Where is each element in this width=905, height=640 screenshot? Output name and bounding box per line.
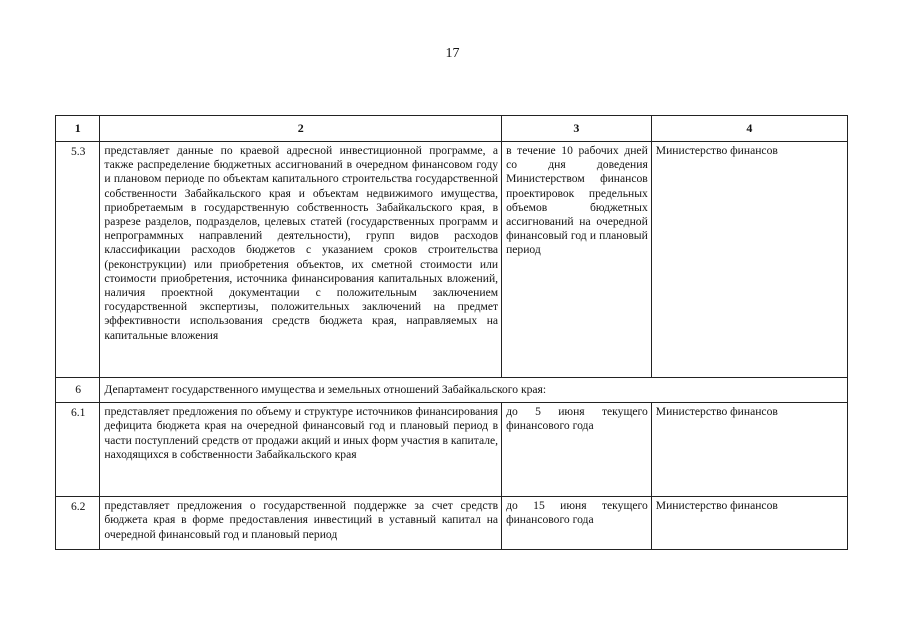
header-col-4: 4 xyxy=(651,116,847,142)
row-number: 6.2 xyxy=(56,497,100,550)
action-cell: представляет предложения о государственной поддержке за счет средств бюджета края в форме предоставления инвестиций в уставный капитал на очередной финансовый год и плановый период xyxy=(100,497,502,550)
table-row xyxy=(56,142,848,378)
action-cell: представляет предложения по объему и структуре источников финансирования дефицита бюджета края на очередной финансовый год и плановый период в части поступлений средств от продажи акций и иных форм участия в капитале, находящихся в собственности Забайкальского края xyxy=(100,403,502,497)
recipient-cell: Министерство финансов xyxy=(651,403,847,497)
recipient-cell: Министерство финансов xyxy=(651,497,847,550)
deadline-cell: до 5 июня текущего финансового года xyxy=(502,403,652,497)
header-col-2: 2 xyxy=(100,116,502,142)
action-cell: представляет данные по краевой адресной инвестиционной программе, а также распределение бюджетных ассигнований в очередном финансовом году и плановом периоде по объектам капитального строительства государственной собственности Забайкальского края и объектам недвижимого имущества, приобретаемым в государственную собственность Забайкальского края, в разрезе разделов, подразделов, целевых статей (государственных программ и непрограммных направлений деятельности), групп видов расходов классификации расходов бюджетов с указанием сроков строительства (реконструкции) или приобретения объектов, их сметной стоимости или стоимости приобретения, источника финансирования капитальных вложений, наличия проектной документации с положительным заключением государственной экспертизы, положительных заключений на предмет эффективности использования средств бюджета края, направляемых на капитальные вложения xyxy=(100,142,502,378)
row-number: 6 xyxy=(56,378,100,403)
row-number: 6.1 xyxy=(56,403,100,497)
table-row xyxy=(56,497,848,550)
section-title: Департамент государственного имущества и земельных отношений Забайкальского края: xyxy=(100,378,848,403)
recipient-cell: Министерство финансов xyxy=(651,142,847,378)
deadline-cell: в течение 10 рабочих дней со дня доведения Министерством финансов проектировок предельных объемов бюджетных ассигнований на очередной финансовый год и плановый период xyxy=(502,142,652,378)
table-header-row xyxy=(56,116,848,142)
header-col-3: 3 xyxy=(502,116,652,142)
header-col-1: 1 xyxy=(56,116,100,142)
page-number: 17 xyxy=(445,46,460,61)
deadline-cell: до 15 июня текущего финансового года xyxy=(502,497,652,550)
table-row xyxy=(56,403,848,497)
row-number: 5.3 xyxy=(56,142,100,378)
schedule-table xyxy=(55,115,848,550)
section-row xyxy=(56,378,848,403)
